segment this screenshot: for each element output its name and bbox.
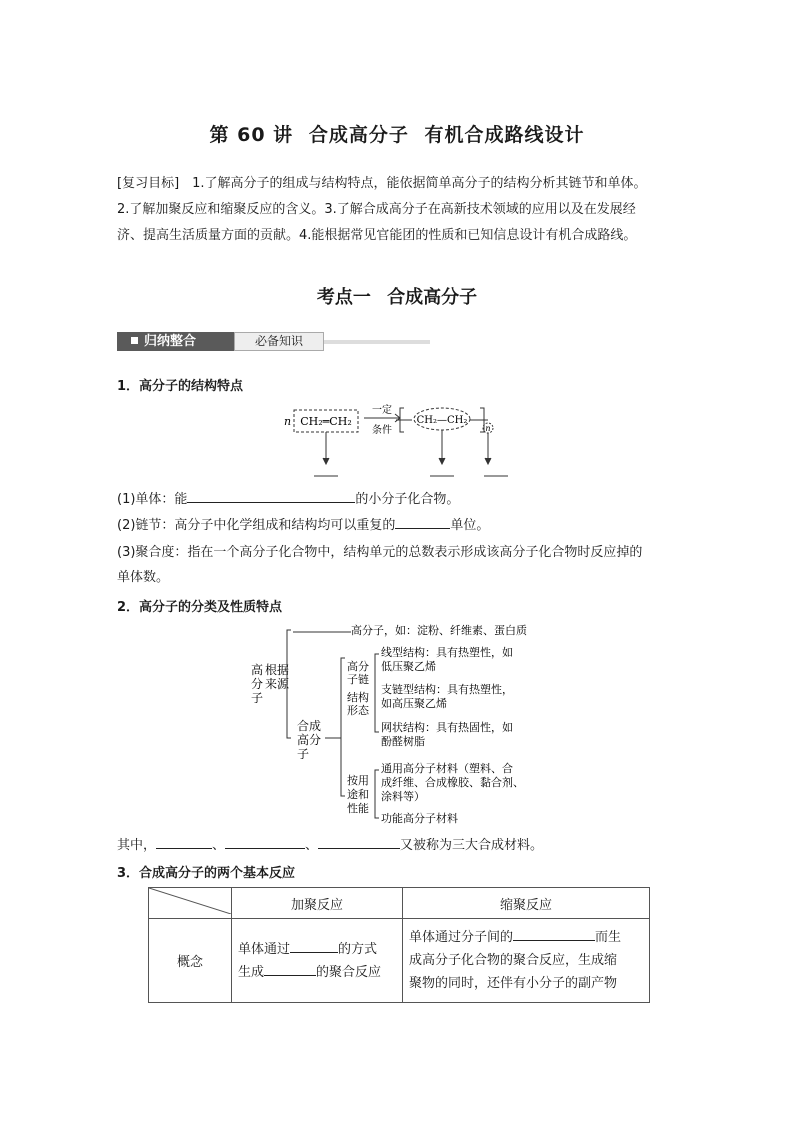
summary-post: 又被称为三大合成材料。 bbox=[400, 838, 544, 853]
tree-linear: 线型结构：具有热塑性，如 bbox=[381, 646, 513, 659]
tree-linear: 低压聚乙烯 bbox=[381, 660, 436, 673]
condition-bottom: 条件 bbox=[372, 425, 392, 436]
heading-structure: 1．高分子的结构特点 bbox=[117, 379, 244, 394]
banner-line bbox=[324, 340, 430, 344]
tree-use-label: 性能 bbox=[347, 802, 369, 815]
item-chain-unit bbox=[117, 514, 489, 536]
answer-blank[interactable] bbox=[395, 514, 450, 529]
review-line: 2.了解加聚反应和缩聚反应的含义。3.了解合成高分子在高新技术领域的应用以及在发展经 bbox=[117, 202, 636, 217]
brace-synthetic bbox=[341, 658, 345, 796]
summary-sep: 、 bbox=[305, 838, 319, 853]
tree-synthetic: 合成 bbox=[297, 719, 322, 733]
tree-network: 网状结构：具有热固性，如 bbox=[381, 721, 513, 734]
header-condensation: 缩聚反应 bbox=[403, 888, 650, 919]
cond-pre: 单体通过分子间的 bbox=[409, 930, 514, 945]
tree-network: 酚醛树脂 bbox=[381, 735, 425, 748]
tree-functional: 功能高分子材料 bbox=[381, 812, 458, 825]
banner-light-label: 必备知识 bbox=[255, 334, 304, 348]
item-monomer-post: 的小分子化合物。 bbox=[355, 492, 460, 507]
heading-reactions: 3．合成高分子的两个基本反应 bbox=[117, 866, 296, 881]
classification-tree bbox=[245, 618, 565, 830]
brace-structure bbox=[375, 654, 379, 732]
tree-use-label: 按用 bbox=[347, 774, 369, 787]
diagonal-line bbox=[149, 888, 231, 914]
monomer-formula: CH₂═CH₂ bbox=[300, 415, 352, 428]
answer-blank[interactable] bbox=[290, 938, 338, 953]
reaction-table bbox=[148, 887, 650, 1003]
item-chain-post: 单位。 bbox=[450, 518, 490, 533]
tree-natural: 高分子，如：淀粉、纤维素、蛋白质 bbox=[351, 624, 527, 637]
polymerization-diagram bbox=[280, 398, 520, 484]
tree-chain-label: 子链 bbox=[347, 673, 369, 686]
item-chain-pre: (2)链节：高分子中化学组成和结构均可以重复的 bbox=[117, 518, 396, 533]
cond-line: 聚物的同时，还伴有小分子的副产物 bbox=[409, 976, 618, 991]
title-topic-2: 有机合成路线设计 bbox=[424, 124, 585, 146]
tree-general: 成纤维、合成橡胶、黏合剂、 bbox=[381, 776, 524, 789]
brace-use bbox=[375, 770, 379, 818]
degree-n: n bbox=[485, 424, 491, 433]
table-corner bbox=[149, 888, 232, 919]
tree-branched: 支链型结构：具有热塑性， bbox=[381, 683, 513, 696]
summary-pre: 其中， bbox=[117, 838, 157, 853]
item-degree-line: (3)聚合度：指在一个高分子化合物中，结构单元的总数表示形成该高分子化合物时反应掉的 bbox=[117, 545, 643, 560]
item-degree-line: 单体数。 bbox=[117, 570, 170, 585]
title-topic-1: 合成高分子 bbox=[308, 124, 409, 146]
section-banner bbox=[117, 330, 430, 354]
tree-root-char: 子 bbox=[251, 691, 264, 705]
item-monomer-pre: (1)单体：能 bbox=[117, 492, 188, 507]
tree-synthetic: 子 bbox=[297, 747, 310, 761]
tree-chain-label: 形态 bbox=[347, 704, 369, 717]
coef-n: n bbox=[284, 415, 292, 428]
banner-dark-label: 归纳整合 bbox=[144, 334, 197, 349]
tree-source-label: 来源 bbox=[265, 677, 290, 691]
answer-blank[interactable] bbox=[264, 961, 316, 976]
add-post: 的方式 bbox=[338, 941, 378, 957]
chain-unit-formula: CH₂—CH₂ bbox=[416, 415, 468, 426]
lecture-number: 第 60 讲 bbox=[209, 124, 294, 146]
tree-use-label: 途和 bbox=[347, 788, 369, 801]
banner-dark bbox=[117, 332, 234, 351]
tree-chain-label: 高分 bbox=[347, 660, 369, 673]
section-number: 考点一 bbox=[316, 287, 371, 308]
three-materials bbox=[117, 834, 543, 856]
tree-general: 通用高分子材料（塑料、合 bbox=[381, 762, 513, 775]
heading-classification: 2．高分子的分类及性质特点 bbox=[117, 600, 283, 615]
tree-chain-label: 结构 bbox=[347, 691, 369, 704]
tree-branched: 如高压聚乙烯 bbox=[381, 697, 447, 710]
summary-sep: 、 bbox=[212, 838, 226, 853]
arrow-chain-head bbox=[439, 458, 445, 464]
answer-blank[interactable] bbox=[156, 834, 212, 849]
arrow-monomer-head bbox=[323, 458, 329, 464]
add-pre: 单体通过 bbox=[238, 941, 291, 957]
review-line: 济、提高生活质量方面的贡献。4.能根据常见官能团的性质和已知信息设计有机合成路线。 bbox=[117, 228, 637, 243]
review-objectives bbox=[117, 171, 682, 249]
tree-general: 涂料等） bbox=[381, 790, 425, 803]
add-pre: 生成 bbox=[238, 964, 265, 980]
row-label-concept: 概念 bbox=[149, 919, 232, 1003]
section-title bbox=[0, 283, 794, 309]
item-degree bbox=[117, 540, 642, 590]
cell-condensation-concept bbox=[403, 919, 650, 1003]
square-icon bbox=[131, 337, 138, 344]
arrow-degree-head bbox=[485, 458, 491, 464]
tree-synthetic: 高分 bbox=[297, 733, 322, 747]
cell-addition-concept bbox=[232, 919, 403, 1003]
banner-light bbox=[234, 332, 324, 351]
answer-blank[interactable] bbox=[187, 488, 355, 503]
condition-top: 一定 bbox=[372, 405, 392, 416]
cond-post: 而生 bbox=[595, 930, 622, 945]
cond-line: 成高分子化合物的聚合反应，生成缩 bbox=[409, 953, 618, 968]
answer-blank[interactable] bbox=[225, 834, 305, 849]
tree-root-char: 分 bbox=[251, 677, 264, 691]
tree-source-label: 根据 bbox=[265, 663, 290, 677]
section-topic: 合成高分子 bbox=[387, 287, 478, 308]
item-monomer bbox=[117, 488, 459, 510]
answer-blank[interactable] bbox=[513, 926, 595, 941]
review-line: [复习目标] 1.了解高分子的组成与结构特点，能依据简单高分子的结构分析其链节和单体。 bbox=[117, 176, 647, 191]
answer-blank[interactable] bbox=[318, 834, 400, 849]
tree-root-char: 高 bbox=[251, 663, 264, 677]
header-addition: 加聚反应 bbox=[232, 888, 403, 919]
page-title bbox=[0, 120, 794, 147]
add-post: 的聚合反应 bbox=[316, 964, 382, 980]
